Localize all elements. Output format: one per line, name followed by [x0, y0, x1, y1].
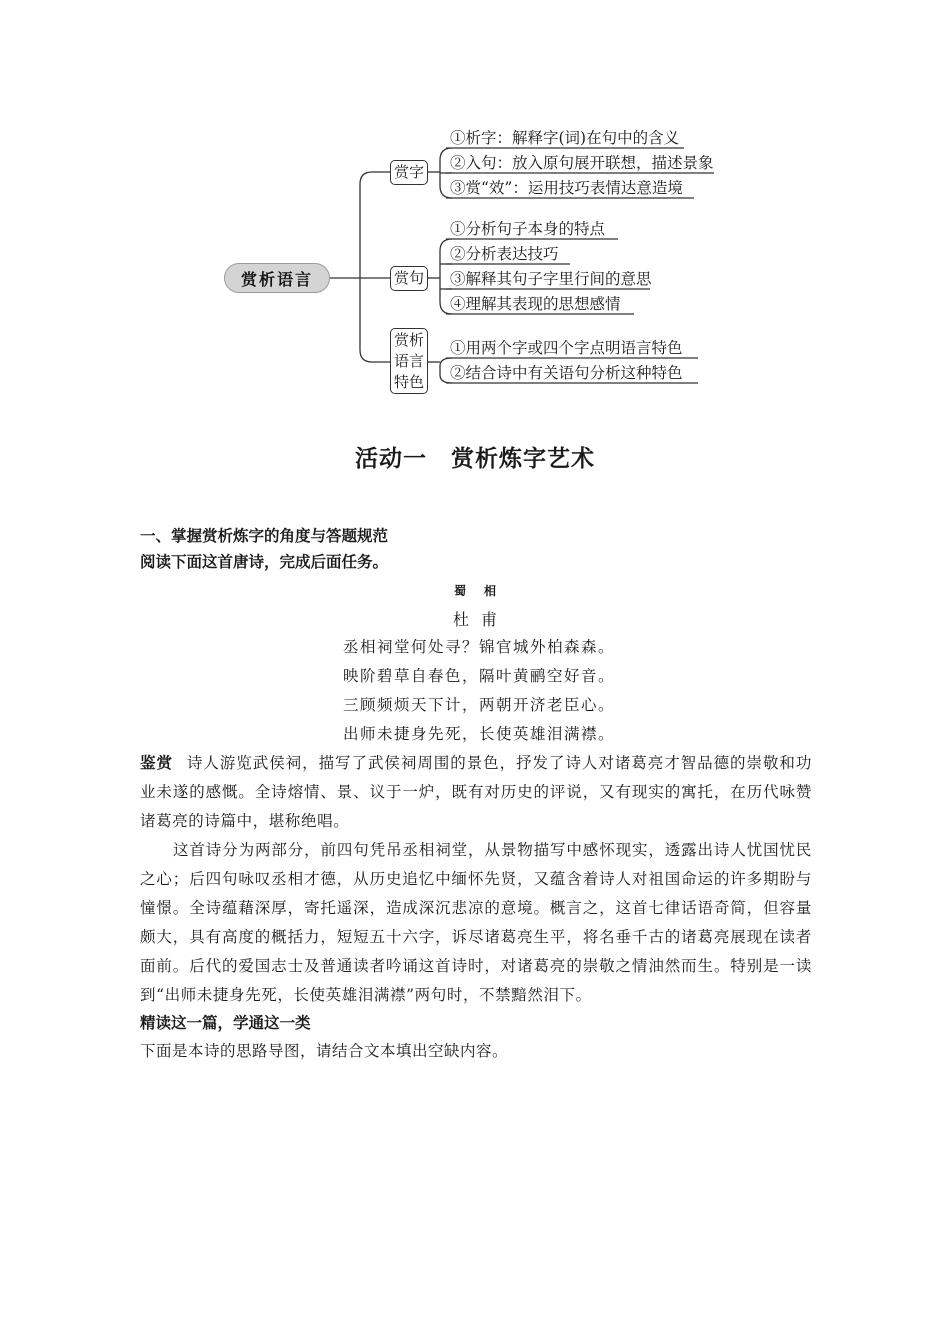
mind-map-leaf: ①分析句子本身的特点 — [450, 220, 606, 238]
mind-map — [0, 0, 950, 410]
mind-map-leaf: ①用两个字或四个字点明语言特色 — [450, 339, 683, 357]
branch-label-line: 语言 — [394, 352, 425, 370]
mind-map-leaf: ①析字：解释字(词)在句中的含义 — [450, 129, 680, 147]
appreciation-paragraph-1 — [140, 749, 812, 836]
poem-line: 出师未捷身先死，长使英雄泪满襟。 — [343, 725, 616, 743]
activity-title: 活动一 赏析炼字艺术 — [355, 446, 595, 472]
branch-label-line: 赏析 — [394, 331, 425, 349]
mind-map-leaf: ②结合诗中有关语句分析这种特色 — [450, 364, 683, 382]
mind-map-root: 赏析语言 — [224, 263, 330, 293]
appreciation-lead: 鉴赏 — [140, 754, 173, 772]
poem-line: 映阶碧草自春色，隔叶黄鹂空好音。 — [343, 667, 616, 685]
poem-author: 杜甫 — [452, 610, 509, 629]
mind-map-branch-language-feature — [390, 328, 428, 394]
closing-instruction: 下面是本诗的思路导图，请结合文本填出空缺内容。 — [140, 1042, 509, 1060]
poem-line: 三顾频烦天下计，两朝开济老臣心。 — [343, 696, 616, 714]
section-heading: 一、掌握赏析炼字的角度与答题规范 — [140, 527, 389, 545]
mind-map-leaf: ②入句：放入原句展开联想，描述景象 — [450, 154, 714, 172]
mind-map-leaf: ②分析表达技巧 — [450, 245, 559, 263]
mind-map-leaf: ③赏“效”：运用技巧表情达意造境 — [450, 179, 683, 197]
poem-line: 丞相祠堂何处寻？锦官城外柏森森。 — [343, 638, 616, 656]
poem-title: 蜀相 — [453, 584, 514, 598]
appreciation-text-1: 诗人游览武侯祠，描写了武侯祠周围的景色，抒发了诗人对诸葛亮才智品德的崇敬和功业未遂的感慨。全诗熔情、景、议于一炉，既有对历史的评说，又有现实的寓托，在历代咏赞诸葛亮的诗篇中，堪称绝唱。 — [140, 754, 812, 830]
mind-map-branch-word: 赏字 — [390, 160, 428, 185]
branch-label-line: 特色 — [394, 373, 425, 391]
mind-map-branch-sentence: 赏句 — [390, 266, 428, 291]
sub-heading: 精读这一篇，学通这一类 — [140, 1014, 311, 1032]
instruction: 阅读下面这首唐诗，完成后面任务。 — [140, 553, 389, 571]
mind-map-leaf: ③解释其句子字里行间的意思 — [450, 270, 652, 288]
mind-map-leaf: ④理解其表现的思想感情 — [450, 295, 621, 313]
appreciation-paragraph-2: 这首诗分为两部分，前四句凭吊丞相祠堂，从景物描写中感怀现实，透露出诗人忧国忧民之心；后四句咏叹丞相才德，从历史追忆中缅怀先贤，又蕴含着诗人对祖国命运的许多期盼与憧憬。全诗蕴藉深厚，寄托遥深，造成深沉悲凉的意境。概言之，这首七律话语奇简，但容量颇大，具有高度的概括力，短短五十六字，诉尽诸葛亮生平，将名垂千古的诸葛亮展现在读者面前。后代的爱国志士及普通读者吟诵这首诗时，对诸葛亮的崇敬之情油然而生。特别是一读到“出师未捷身先死，长使英雄泪满襟”两句时，不禁黯然泪下。 — [140, 841, 812, 1004]
